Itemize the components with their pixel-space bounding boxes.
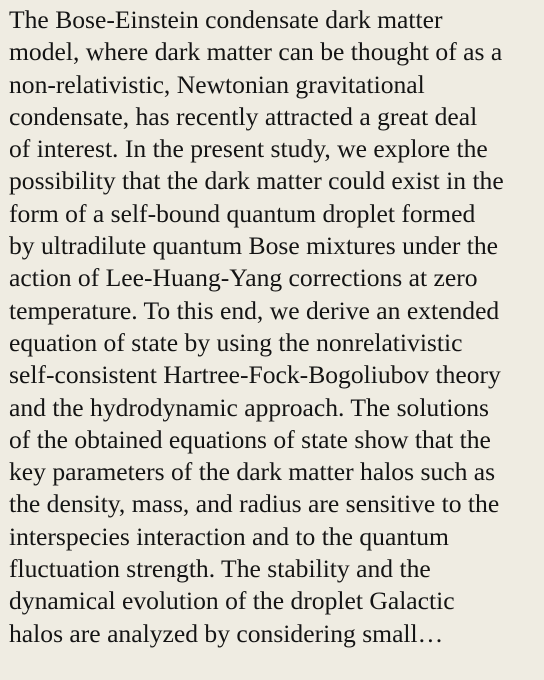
abstract-line-19: dynamical evolution of the droplet Galactic — [9, 586, 455, 616]
abstract-line-10: temperature. To this end, we derive an extended — [9, 295, 500, 325]
abstract-line-7: form of a self-bound quantum droplet formed — [9, 198, 476, 228]
abstract-line-3: non-relativistic, Newtonian gravitational — [9, 69, 425, 99]
abstract-line-18: fluctuation strength. The stability and the — [9, 554, 431, 584]
abstract-line-20: halos are analyzed by considering small… — [9, 618, 444, 648]
abstract-line-6: possibility that the dark matter could exist in the — [9, 166, 504, 196]
abstract-line-14: of the obtained equations of state show that the — [9, 424, 491, 454]
abstract-line-2: model, where dark matter can be thought of as a — [9, 37, 503, 67]
abstract-line-16: the density, mass, and radius are sensitive to the — [9, 489, 500, 519]
abstract-text — [9, 4, 534, 650]
abstract-line-9: action of Lee-Huang-Yang corrections at zero — [9, 263, 478, 293]
abstract-line-13: and the hydrodynamic approach. The solutions — [9, 392, 490, 422]
abstract-line-15: key parameters of the dark matter halos such as — [9, 457, 496, 487]
abstract-line-4: condensate, has recently attracted a great deal — [9, 101, 478, 131]
abstract-line-8: by ultradilute quantum Bose mixtures under the — [9, 231, 499, 261]
abstract-line-1: The Bose-Einstein condensate dark matter — [9, 5, 443, 34]
abstract-line-17: interspecies interaction and to the quantum — [9, 521, 449, 551]
abstract-line-12: self-consistent Hartree-Fock-Bogoliubov theory — [9, 360, 501, 390]
abstract-line-11: equation of state by using the nonrelativistic — [9, 327, 463, 357]
abstract-line-5: of interest. In the present study, we explore the — [9, 134, 488, 164]
